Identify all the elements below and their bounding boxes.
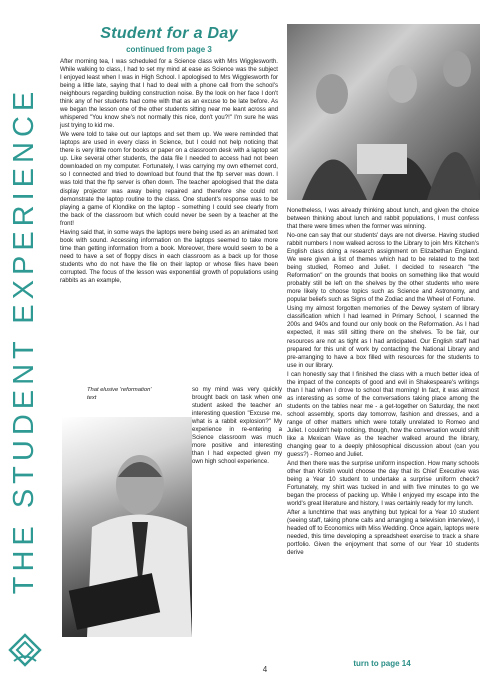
paragraph: After a lunchtime that was anything but typical for a Year 10 student (seeing staff, taking phone calls and arranging a television interview), I headed off to Economics with Miss Wedding. Once again, laptops were needed, this time developing a spreadsheet exercise to track a share portfolio. Given the enjoyment that some of our Year 10 students derive xyxy=(287,509,479,557)
school-logo-icon xyxy=(6,630,44,670)
article-column-left xyxy=(60,58,278,286)
section-side-title xyxy=(2,40,48,640)
side-title-text: THE STUDENT EXPERIENCE xyxy=(8,86,41,594)
photo-caption: That elusive 'reformation' text xyxy=(87,387,152,401)
paragraph: And then there was the surprise uniform inspection. How many schools other than Kristin would choose the day that its Chief Executive was being a Year 10 student to undertake a surprise uniform check? Fortunately, my shirt was tucked in and with five minutes to go we began the process of packing up. While I enjoyed my escape into the world's great literature and history, I was certainly ready for my lunch. xyxy=(287,459,479,508)
paragraph: After morning tea, I was scheduled for a Science class with Mrs Wigglesworth. While walking to class, I had to set my mind at ease as Science was the subject I enjoyed least when I was in High School. I apologised to Mrs Wigglesworth for being a little late, saying that I had to deal with a phone call from the school's neighbours regarding building construction noise. By the look on her face I don't think any of her students had come with that as an excuse to be late before. As we began the lesson one of the other students sitting near me leant across and whispered "You know she's not normally this nice, don't you?!" I'm sure he was just trying to kid me. xyxy=(60,58,278,130)
article-column-right xyxy=(287,207,479,558)
paragraph: Using my almost forgotten memories of the Dewey system of library classification which I had learned in Primary School, I scanned the 200s and 940s and found our only book on the Reformation. As I had expected, it was still sitting there on the shelves. To be fair, our resources are not as tight as I had anticipated. Our English staff had prepared for this unit of work by contacting the National Library and pre-arranging to have a box filled with resources for the students to use in our library. xyxy=(287,305,479,369)
page-number: 4 xyxy=(262,665,268,674)
paragraph: Nonetheless, I was already thinking about lunch, and given the choice between thinking about lunch and rabbit populations, I must confess that there were times when the former was winning. xyxy=(287,207,479,231)
article-column-wrap xyxy=(192,386,282,467)
photo-man-reading-book xyxy=(62,417,192,637)
continued-note: continued from page 3 xyxy=(126,45,212,54)
turn-to-page-note: turn to page 14 xyxy=(353,659,411,668)
paragraph: No-one can say that our students' days are not diverse. Having studied rabbit numbers I now walked across to the Library to join Mrs Kitchen's English class doing a research assignment on Elizabethan England. We were given a list of themes which had to be related to the text being studied, Romeo and Juliet. I decided to research "the Reformation" on the grounds that books on something like that would probably still be left on the shelves by the other students who were more likely to choose topics such as Science and Astronomy, and popular beliefs such as Signs of the Zodiac and the Wheel of Fortune. xyxy=(287,232,479,304)
paragraph: so my mind was very quickly brought back on task when one student asked the teacher an interesting question "Excuse me, what is a rabbit explosion?" My experience in re-entering a Science classroom was much more positive and interesting than I had expected given my own high school experience. xyxy=(192,386,282,466)
paragraph: Having said that, in some ways the laptops were being used as an animated text book with sound. Accessing information on the laptops seemed to take more time than getting information from a book. Moreover, there would seem to be a need to have a set of floppy discs in each classroom as a back up for those students who do not have the file on their laptop or whose files have been corrupted. The focus of the lesson was exponential growth of populations using rabbits as an example, xyxy=(60,228,278,284)
paragraph: I can honestly say that I finished the class with a much better idea of the impact of the concepts of good and evil in Shakespeare's writings than I had when I drove to school that morning! In fact, it was almost as interesting as some of the conversations taking place among the students on the tables near me - a get-together on Saturday, the next school assembly, sports day tomorrow, fashion and dresses, and a range of other matters which were totally unrelated to Romeo and Juliet. I couldn't help noticing, though, how the conversation would shift like a Mexican Wave as the teacher walked around the library, changing gear to a deeply philosophical discussion about (can you guess?) - Romeo and Juliet. xyxy=(287,370,479,458)
article-title: Student for a Day xyxy=(100,25,238,42)
paragraph: We were told to take out our laptops and set them up. We were reminded that laptops are used in every class in Science, but I could not help noticing that there is very little room for books or paper on a classroom desk with a laptop set up. Like several other students, the data file I needed to access had not been downloaded on my computer. Fortunately, I was carrying my own ethernet cord, so I connected and tried to download but found that the ftp server was down. I was told that the ftp server is often down. The teacher apologised that the data display projector was away being repaired and therefore she could not demonstrate the laptop routine to the class. One student's response was to be playing a game of Klondike on the laptop - something I could see clearly from the back of the classroom but which could never be seen by a teacher at the front! xyxy=(60,131,278,227)
photo-students-at-laptops xyxy=(287,24,480,200)
